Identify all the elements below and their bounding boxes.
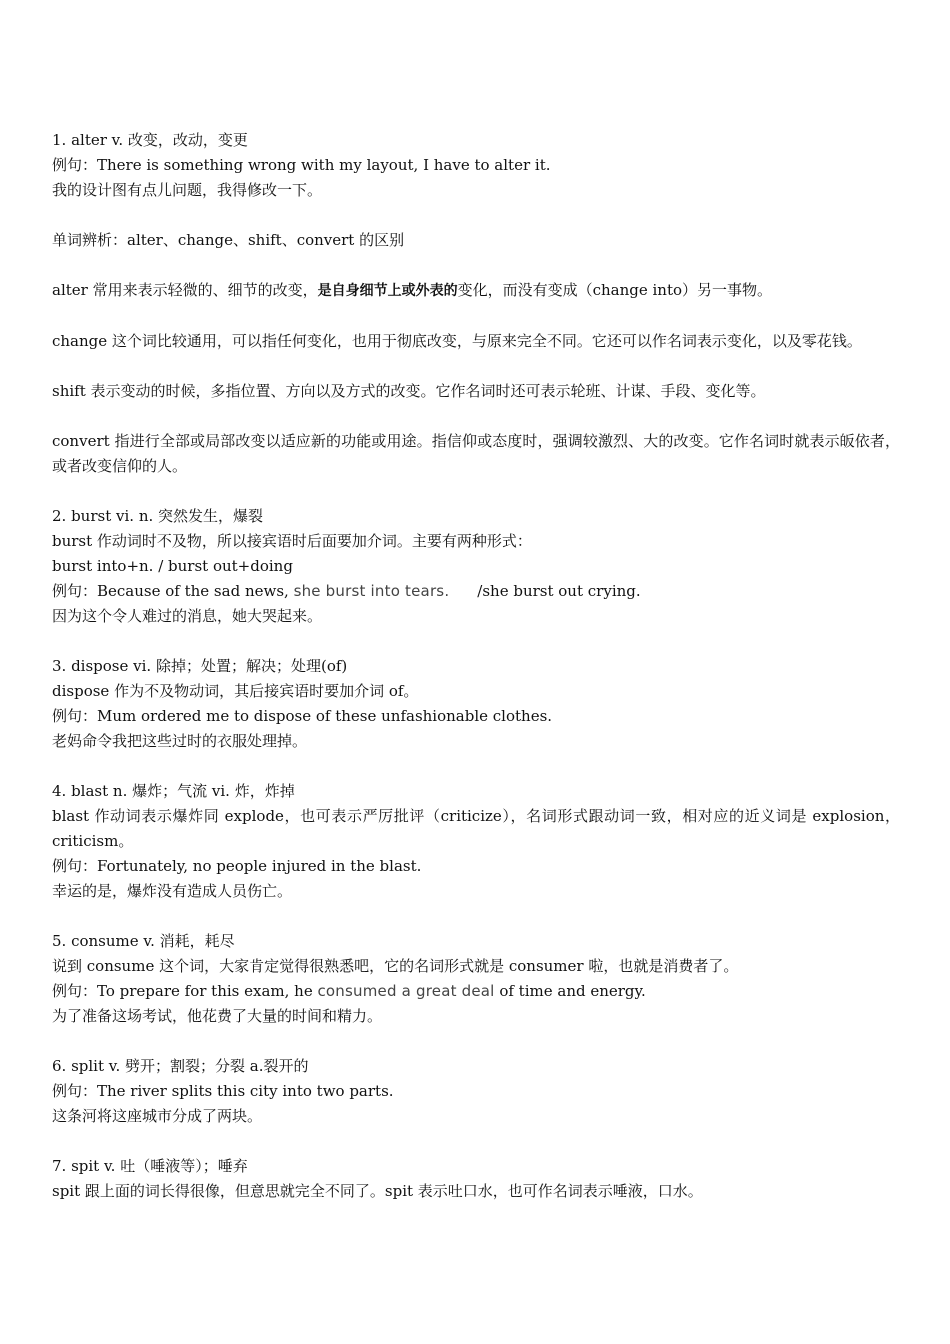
entry-1-change-paragraph: change 这个词比较通用，可以指任何变化，也用于彻底改变，与原来完全不同。它还可以作名词表示变化，以及零花钱。 (52, 332, 862, 350)
example-text-a: 例句：Because of the sad news, (52, 582, 294, 600)
entry-1-heading: 1. alter v. 改变，改动，变更 (52, 131, 248, 149)
spacer (52, 1129, 900, 1154)
entry-6-translation: 这条河将这座城市分成了两块。 (52, 1107, 263, 1125)
example-text-a: 例句：To prepare for this exam, he (52, 982, 318, 1000)
spacer (52, 354, 900, 379)
spacer (52, 404, 900, 429)
entry-5-heading: 5. consume v. 消耗，耗尽 (52, 932, 235, 950)
entry-3-example: 例句：Mum ordered me to dispose of these unfashionable clothes. (52, 707, 553, 725)
spacer (52, 203, 900, 228)
entry-3-note: dispose 作为不及物动词，其后接宾语时要加介词 of。 (52, 682, 419, 700)
spacer (52, 253, 900, 278)
entry-6-heading: 6. split v. 劈开；割裂；分裂 a.裂开的 (52, 1057, 309, 1075)
entry-2-note: burst 作动词时不及物，所以接宾语时后面要加介词。主要有两种形式： (52, 532, 532, 550)
entry-6-example: 例句：The river splits this city into two parts. (52, 1082, 394, 1100)
entry-2-translation: 因为这个令人难过的消息，她大哭起来。 (52, 607, 323, 625)
entry-5-translation: 为了准备这场考试，他花费了大量的时间和精力。 (52, 1007, 383, 1025)
document-body (52, 128, 900, 1204)
entry-2-heading: 2. burst vi. n. 突然发生，爆裂 (52, 507, 264, 525)
entry-1-convert-paragraph: convert 指进行全部或局部改变以适应新的功能或用途。指信仰或态度时，强调较激烈、大的改变。它作名词时就表示皈依者，或者改变信仰的人。 (52, 432, 900, 475)
spacer (52, 1029, 900, 1054)
example-highlight: consumed a great deal (317, 982, 495, 1000)
example-text-c: of time and energy. (494, 982, 646, 1000)
entry-5-note: 说到 consume 这个词，大家肯定觉得很熟悉吧，它的名词形式就是 consumer 啦，也就是消费者了。 (52, 957, 739, 975)
spacer (52, 629, 900, 654)
entry-4-translation: 幸运的是，爆炸没有造成人员伤亡。 (52, 882, 293, 900)
alter-text-emphasis: 是自身细节上或外表的 (317, 283, 458, 299)
entry-3-heading: 3. dispose vi. 除掉；处置；解决；处理(of) (52, 657, 348, 675)
spacer (52, 754, 900, 779)
entry-4-note: blast 作动词表示爆炸同 explode，也可表示严厉批评（criticize），名词形式跟动词一致，相对应的近义词是 explosion，criticism。 (52, 807, 900, 850)
entry-7-heading: 7. spit v. 吐（唾液等）；唾弃 (52, 1157, 248, 1175)
entry-3-translation: 老妈命令我把这些过时的衣服处理掉。 (52, 732, 308, 750)
alter-text-c: 变化，而没有变成（change into）另一事物。 (457, 281, 773, 299)
example-highlight: she burst into tears. (293, 582, 450, 600)
spacer (52, 304, 900, 329)
entry-2-example (52, 579, 900, 604)
spacer (52, 479, 900, 504)
example-text-c: /she burst out crying. (477, 582, 641, 600)
entry-4-example: 例句：Fortunately, no people injured in the blast. (52, 857, 422, 875)
entry-7-note: spit 跟上面的词长得很像，但意思就完全不同了。spit 表示吐口水，也可作名词表示唾液，口水。 (52, 1182, 703, 1200)
entry-1-example: 例句：There is something wrong with my layout, I have to alter it. (52, 156, 551, 174)
entry-1-comparison-title: 单词辨析：alter、change、shift、convert 的区别 (52, 231, 405, 249)
entry-1-shift-paragraph: shift 表示变动的时候，多指位置、方向以及方式的改变。它作名词时还可表示轮班、计谋、手段、变化等。 (52, 382, 766, 400)
entry-2-forms: burst into+n. / burst out+doing (52, 557, 293, 575)
entry-4-heading: 4. blast n. 爆炸；气流 vi. 炸，炸掉 (52, 782, 295, 800)
entry-1-translation: 我的设计图有点儿问题，我得修改一下。 (52, 181, 323, 199)
spacer (52, 904, 900, 929)
entry-5-example (52, 979, 900, 1004)
entry-1-alter-paragraph (52, 278, 900, 304)
alter-text-a: alter 常用来表示轻微的、细节的改变， (52, 281, 318, 299)
